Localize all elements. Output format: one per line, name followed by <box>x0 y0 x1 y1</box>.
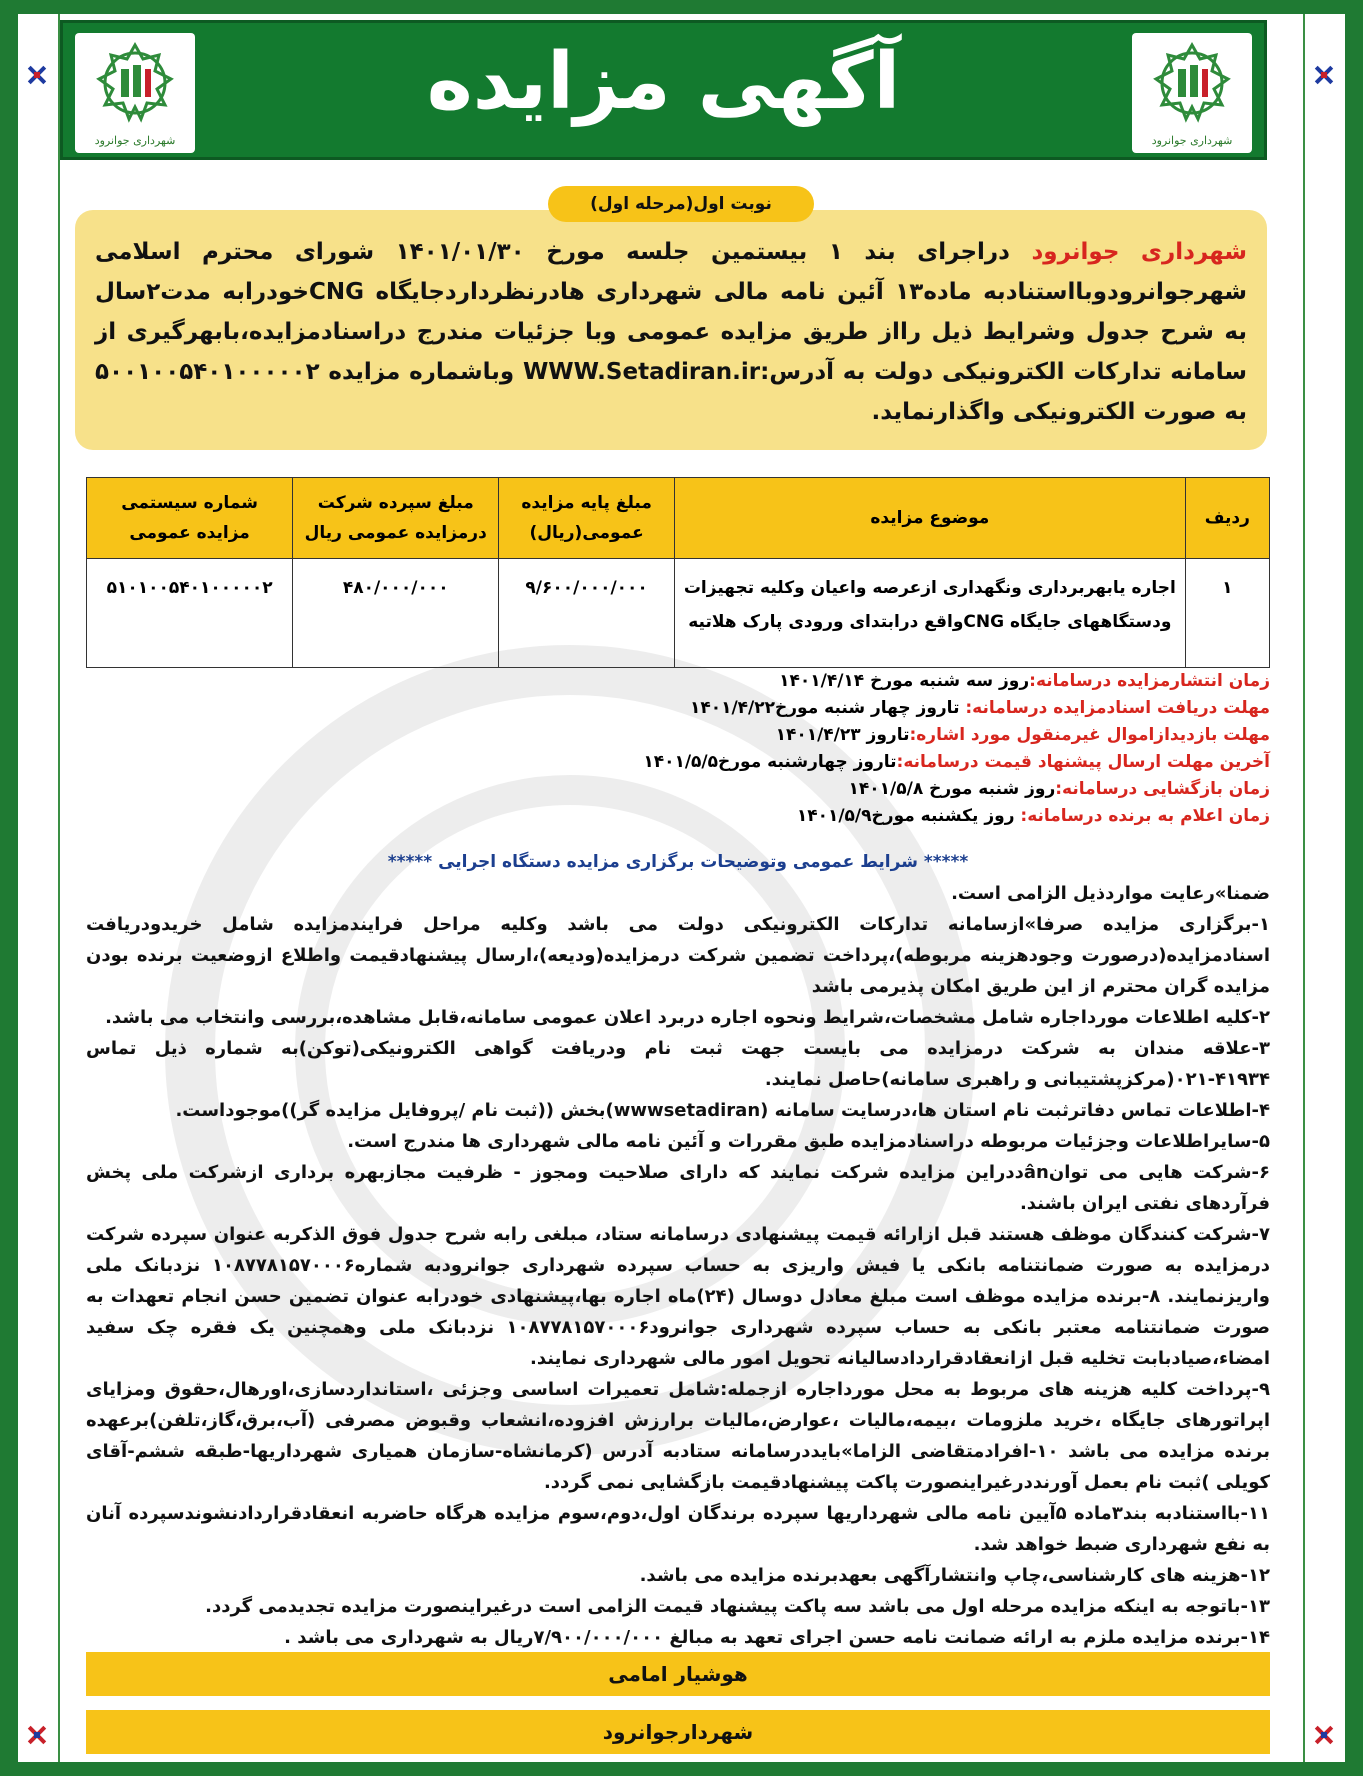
schedule-item: مهلت دریافت اسنادمزایده درسامانه: تاروز چهار شنبه مورخ۱۴۰۱/۴/۲۲ <box>689 698 1270 718</box>
intro-text: دراجرای بند ۱ بیستمین جلسه مورخ ۱۴۰۱/۰۱/۳۰ شورای محترم اسلامی شهرجوانرودوبااستنادبه ماده۱۳ آئین نامه مالی شهرداری هادرنظرداردجایگاه CNGخودرابه مدت۲سال به شرح جدول وشرایط ذیل رااز طریق مزایده عمومی وبا جزئیات مندرج دراسنادمزایده،بابهرگیری از سامانه تدارکات الکترونیکی دولت به آدرس:WWW.Setadiran.ir وباشماره مزایده ۵۰۰۱۰۰۵۴۰۱۰۰۰۰۰۲ به صورت الکترونیکی واگذارنماید. <box>95 239 1248 425</box>
col-header-system-number: شماره سیستمی مزایده عمومی <box>87 478 293 559</box>
logo-caption: شهرداری جوانرود <box>1151 134 1233 147</box>
cell-subject: اجاره یابهربرداری ونگهداری ازعرصه واعیان وکلیه تجهیزات ودستگاههای جایگاه CNGواقع درابتدای ورودی پارک هلاتیه <box>674 559 1185 668</box>
condition-item: ۹-پرداخت کلیه هزینه های مربوط به محل مورداجاره ازجمله:شامل تعمیرات اساسی وجزئی ،استانداردسازی،اورهال،حقوق ومزایای اپراتورهای جایگاه ،خرید ملزومات ،بیمه،مالیات ،عوارض،مالیات برارزش افزوده،انشعاب وقبوض مصرفی (آب،برق،گاز،تلفن)برعهده برنده مزایده می باشد ۱۰-افرادمتقاضی الزاما»بایددرسامانه ستادبه آدرس (کرمانشاه-سازمان همیاری شهرداریها-طبقه ششم-آقای کویلی )ثبت نام بعمل آورنددرغیراینصورت پاکت پیشنهادقیمت بازگشایی نمی گردد. <box>86 1379 1270 1493</box>
condition-item: ۵-سایراطلاعات وجزئیات مربوطه دراسنادمزایده طبق مقررات و آئین نامه مالی شهرداری ها مندرج است. <box>347 1131 1270 1152</box>
col-header-base-price: مبلغ پایه مزایده عمومی(ریال) <box>499 478 675 559</box>
cross-ornament-icon <box>1313 64 1335 86</box>
col-header-row-no: ردیف <box>1185 478 1269 559</box>
cell-base-price: ۹/۶۰۰/۰۰۰/۰۰۰ <box>499 559 675 668</box>
schedule-item: زمان انتشارمزایده درسامانه:روز سه شنبه مورخ ۱۴۰۱/۴/۱۴ <box>779 671 1270 691</box>
intro-paragraph <box>75 210 1267 450</box>
logo-caption: شهرداری جوانرود <box>94 134 176 147</box>
stage-badge: نوبت اول(مرحله اول) <box>548 186 814 222</box>
cross-ornament-icon <box>26 64 48 86</box>
page-title: آگهی مزایده <box>426 37 901 127</box>
border-pattern-right <box>1303 14 1345 1762</box>
condition-item: ۴-اطلاعات تماس دفاترثبت نام استان ها،درسایت سامانه (wwwsetadiran)بخش ((ثبت نام /پروفایل مزایده گر))موجوداست. <box>175 1100 1270 1121</box>
condition-item: ۱۲-هزینه های کارشناسی،چاپ وانتشارآگهی بعهدبرنده مزایده می باشد. <box>639 1565 1270 1586</box>
condition-item: ۲-کلیه اطلاعات مورداجاره شامل مشخصات،شرایط ونحوه اجاره دربرد اعلان عمومی سامانه،قابل مشاهده،بررسی وانتخاب می باشد. <box>105 1007 1270 1028</box>
condition-item: ۱-برگزاری مزایده صرفا»ازسامانه تدارکات الکترونیکی دولت می باشد وکلیه مراحل فرایندمزایده شامل خریدودریافت اسنادمزایده(درصورت وجودهزینه مربوطه)،پرداخت تضمین شرکت درمزایده(ودیعه)،ارسال پیشنهادقیمت واطلاع ازوضعیت برنده بودن مزایده گران محترم از این طریق امکان پذیرمی باشد <box>86 914 1270 997</box>
condition-item: ۶-شرکت هایی می توانânددراین مزایده شرکت نمایند که دارای صلاحیت ومجوز - ظرفیت مجازبهره برداری ازشرکت ملی پخش فرآردهای نفتی ایران باشند. <box>86 1162 1270 1214</box>
signer-name: هوشیار امامی <box>86 1652 1270 1696</box>
cell-row-no: ۱ <box>1185 559 1269 668</box>
municipality-emblem-icon <box>1142 39 1242 129</box>
col-header-deposit: مبلغ سپرده شرکت درمزایده عمومی ریال <box>293 478 499 559</box>
condition-item: ۱۱-بااستنادبه بند۳ماده ۵آیین نامه مالی شهرداریها سپرده برندگان اول،دوم،سوم مزایده هرگاه حاضربه انعقادقراردادنشوندسپرده آنان به نفع شهرداری ضبط خواهد شد. <box>86 1503 1270 1555</box>
schedule-item: مهلت بازدیدازاموال غیرمنقول مورد اشاره:تاروز ۱۴۰۱/۴/۲۳ <box>775 725 1270 745</box>
table-header-row <box>87 478 1270 559</box>
cell-system-number: ۵۱۰۱۰۰۵۴۰۱۰۰۰۰۰۲ <box>87 559 293 668</box>
cross-ornament-icon <box>26 1724 48 1746</box>
intro-lead: شهرداری جوانرود <box>1031 239 1248 265</box>
condition-item: ۷-شرکت کنندگان موظف هستند قبل ازارائه قیمت پیشنهادی درسامانه ستاد، مبلغی رابه شرح جدول فوق الذکربه عنوان سپرده شرکت درمزایده به صورت ضمانتنامه بانکی یا فیش واریزی به حساب سپرده شهرداری جوانرودبه شماره۱۰۸۷۷۸۱۵۷۰۰۰۶ نزدبانک ملی واریزنمایند. ۸-برنده مزایده موظف است مبلغ معادل دوسال (۲۴)ماه اجاره بها،پیشنهادی خودرابه عنوان تضمین حسن انجام تعهدات به صورت ضمانتنامه معتبر بانکی به حساب سپرده شهرداری جوانرود۱۰۸۷۷۸۱۵۷۰۰۰۶ نزدبانک ملی وهمچنین یک فقره چک سفید امضاء،صیادبابت تخلیه قبل ازانعقادقراردادسالیانه تحویل امور مالی شهرداری نمایند. <box>86 1224 1270 1369</box>
condition-item: ۱۳-باتوجه به اینکه مزایده مرحله اول می باشد سه پاکت پیشنهاد قیمت الزامی است درغیراینصورت مزایده تجدیدمی گردد. <box>205 1596 1270 1617</box>
conditions-list <box>86 878 1270 1684</box>
header-banner <box>60 20 1267 160</box>
schedule-item: زمان اعلام به برنده درسامانه: روز یکشنبه مورخ۱۴۰۱/۵/۹ <box>796 806 1270 826</box>
cross-ornament-icon <box>1313 1724 1335 1746</box>
condition-item: ۳-علاقه مندان به شرکت درمزایده می بایست جهت ثبت نام ودریافت گواهی الکترونیکی(توکن)به شماره ذیل تماس ۴۱۹۳۴-۰۲۱(مرکزپشتیبانی و راهبری سامانه)حاصل نمایند. <box>86 1038 1270 1090</box>
signer-title: شهردارجوانرود <box>86 1710 1270 1754</box>
schedule-item: زمان بازگشایی درسامانه:روز شنبه مورخ ۱۴۰۱/۵/۸ <box>848 779 1270 799</box>
schedule-list <box>86 668 1270 830</box>
cell-deposit: ۴۸۰/۰۰۰/۰۰۰ <box>293 559 499 668</box>
condition-item: ضمنا»رعایت مواردذیل الزامی است. <box>951 883 1270 904</box>
municipality-logo <box>1132 33 1252 153</box>
schedule-item: آخرین مهلت ارسال پیشنهاد قیمت درسامانه:تاروز چهارشنبه مورخ۱۴۰۱/۵/۵ <box>643 752 1270 772</box>
condition-item: ۱۴-برنده مزایده ملزم به ارائه ضمانت نامه حسن اجرای تعهد به مبالغ ۷/۹۰۰/۰۰۰/۰۰۰ریال به شهرداری می باشد . <box>284 1627 1270 1648</box>
col-header-subject: موضوع مزایده <box>674 478 1185 559</box>
border-pattern-left <box>18 14 60 1762</box>
conditions-title: ***** شرایط عمومی وتوضیحات برگزاری مزایده دستگاه اجرایی ***** <box>387 852 969 872</box>
